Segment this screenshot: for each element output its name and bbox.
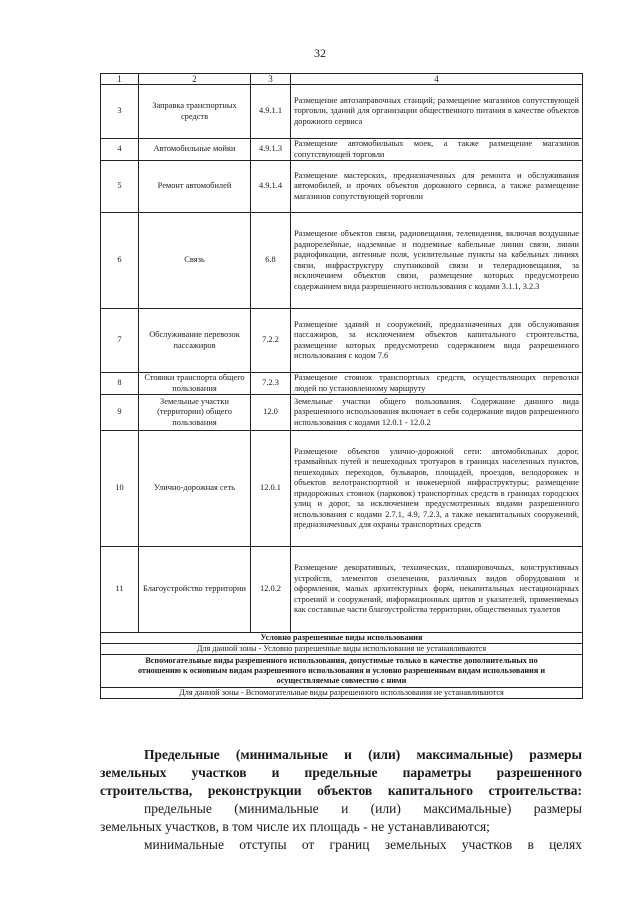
use-description: Размещение объектов связи, радиовещания, телевидения, включая воздушные радиорелейные, надземные и подземные кабельные линии связи, линии радиофикации, антенные поля, усилительные пункты на кабельных линиях связи, инфраструктуру спутниковой связи и телерадиовещания, за исключением объектов связи, размещение которых предусмотрено содержанием вида разрешенного использования с кодами 3.1.1, 3.2.3 — [291, 213, 583, 309]
use-code: 7.2.3 — [251, 373, 291, 395]
conditional-uses-heading: Условно разрешенные виды использования — [101, 633, 583, 644]
use-description: Размещение декоративных, технических, планировочных, конструктивных устройств, элементов озеленения, различных видов оборудования и оформления, малых архитектурных форм, некапитальных нестационарных строений и сооружений, информационных щитов и указателей, применяемых как составные части благоустройства территории, общественных туалетов — [291, 547, 583, 633]
row-number: 6 — [101, 213, 139, 309]
use-description: Размещение автозаправочных станций; размещение магазинов сопутствующей торговли, зданий для организации общественного питания в качестве объектов дорожного сервиса — [291, 85, 583, 139]
use-name: Заправка транспортных средств — [139, 85, 251, 139]
use-code: 4.9.1.1 — [251, 85, 291, 139]
row-number: 4 — [101, 139, 139, 161]
heading-line: Предельные (минимальные и (или) максимальные) размеры — [144, 747, 582, 762]
table-row — [101, 139, 583, 161]
table-row — [101, 431, 583, 547]
header-cell: 4 — [291, 74, 583, 85]
use-code: 12.0 — [251, 395, 291, 431]
use-name: Связь — [139, 213, 251, 309]
use-code: 7.2.2 — [251, 309, 291, 373]
use-name: Автомобильные мойки — [139, 139, 251, 161]
paragraph-line: земельных участков, в том числе их площадь - не устанавливаются; — [100, 819, 490, 834]
use-code: 6.8 — [251, 213, 291, 309]
use-name: Благоустройство территории — [139, 547, 251, 633]
auxiliary-uses-heading: Вспомогательные виды разрешенного использования, допустимые только в качестве дополнительных по отношению к основным видам разрешенного использования и условно разрешенным видам использования и осуществляемые совместно с ними — [101, 655, 583, 688]
use-code: 4.9.1.4 — [251, 161, 291, 213]
heading-line: земельных участков и предельные параметры разрешенного — [100, 765, 582, 780]
auxiliary-uses-note: Для данной зоны - Вспомогательные виды разрешенного использования не устанавливаются — [101, 688, 583, 699]
table-row — [101, 213, 583, 309]
use-description: Размещение объектов улично-дорожной сети: автомобильных дорог, трамвайных путей и пешеходных тротуаров в границах населенных пунктов, пешеходных переходов, бульваров, площадей, проездов, велодорожек и объектов велотранспортной и инженерной инфраструктуры; размещение придорожных стоянок (парковок) транспортных средств в границах городских улиц и дорог, за исключением предусмотренных видами разрешенного использования с кодами 2.7.1, 4.9, 7.2.3, а также некапитальных сооружений, предназначенных для охраны транспортных средств — [291, 431, 583, 547]
use-name: Улично-дорожная сеть — [139, 431, 251, 547]
row-number: 5 — [101, 161, 139, 213]
auxiliary-note-row — [101, 688, 583, 699]
use-code: 4.9.1.3 — [251, 139, 291, 161]
use-description: Размещение автомобильных моек, а также размещение магазинов сопутствующей торговли — [291, 139, 583, 161]
page-number: 32 — [314, 46, 326, 60]
heading-line: строительства, реконструкции объектов капитального строительства: — [100, 783, 582, 798]
paragraph-line: предельные (минимальные и (или) максимальные) размеры — [144, 801, 582, 816]
use-name: Обслуживание перевозок пассажиров — [139, 309, 251, 373]
header-cell: 1 — [101, 74, 139, 85]
use-code: 12.0.2 — [251, 547, 291, 633]
table-header-row — [101, 74, 583, 85]
table-row — [101, 309, 583, 373]
use-code: 12.0.1 — [251, 431, 291, 547]
header-cell: 3 — [251, 74, 291, 85]
row-number: 10 — [101, 431, 139, 547]
use-name: Земельные участки (территории) общего пользования — [139, 395, 251, 431]
conditional-note-row — [101, 644, 583, 655]
header-cell: 2 — [139, 74, 251, 85]
row-number: 3 — [101, 85, 139, 139]
row-number: 8 — [101, 373, 139, 395]
row-number: 7 — [101, 309, 139, 373]
conditional-heading-row — [101, 633, 583, 644]
zone-uses-table — [100, 73, 583, 699]
table-row — [101, 547, 583, 633]
table-row — [101, 373, 583, 395]
use-description: Размещение зданий и сооружений, предназначенных для обслуживания пассажиров, за исключением объектов капитального строительства, размещение которых предусмотрено содержанием вида разрешенного использования с кодом 7.6 — [291, 309, 583, 373]
auxiliary-heading-row — [101, 655, 583, 688]
table-row — [101, 161, 583, 213]
use-name: Ремонт автомобилей — [139, 161, 251, 213]
use-description: Размещение мастерских, предназначенных для ремонта и обслуживания автомобилей, и прочих объектов дорожного сервиса, а также размещение магазинов сопутствующей торговли — [291, 161, 583, 213]
use-description: Размещение стоянок транспортных средств, осуществляющих перевозки людей по установленному маршруту — [291, 373, 583, 395]
table-row — [101, 395, 583, 431]
use-description: Земельные участки общего пользования. Содержание данного вида разрешенного использования включает в себя содержание видов разрешенного использования с кодами 12.0.1 - 12.0.2 — [291, 395, 583, 431]
paragraph-line: минимальные отступы от границ земельных участков в целях — [144, 837, 582, 852]
conditional-uses-note: Для данной зоны - Условно разрешенные виды использования не устанавливаются — [101, 644, 583, 655]
row-number: 9 — [101, 395, 139, 431]
use-name: Стоянки транспорта общего пользования — [139, 373, 251, 395]
table-row — [101, 85, 583, 139]
row-number: 11 — [101, 547, 139, 633]
